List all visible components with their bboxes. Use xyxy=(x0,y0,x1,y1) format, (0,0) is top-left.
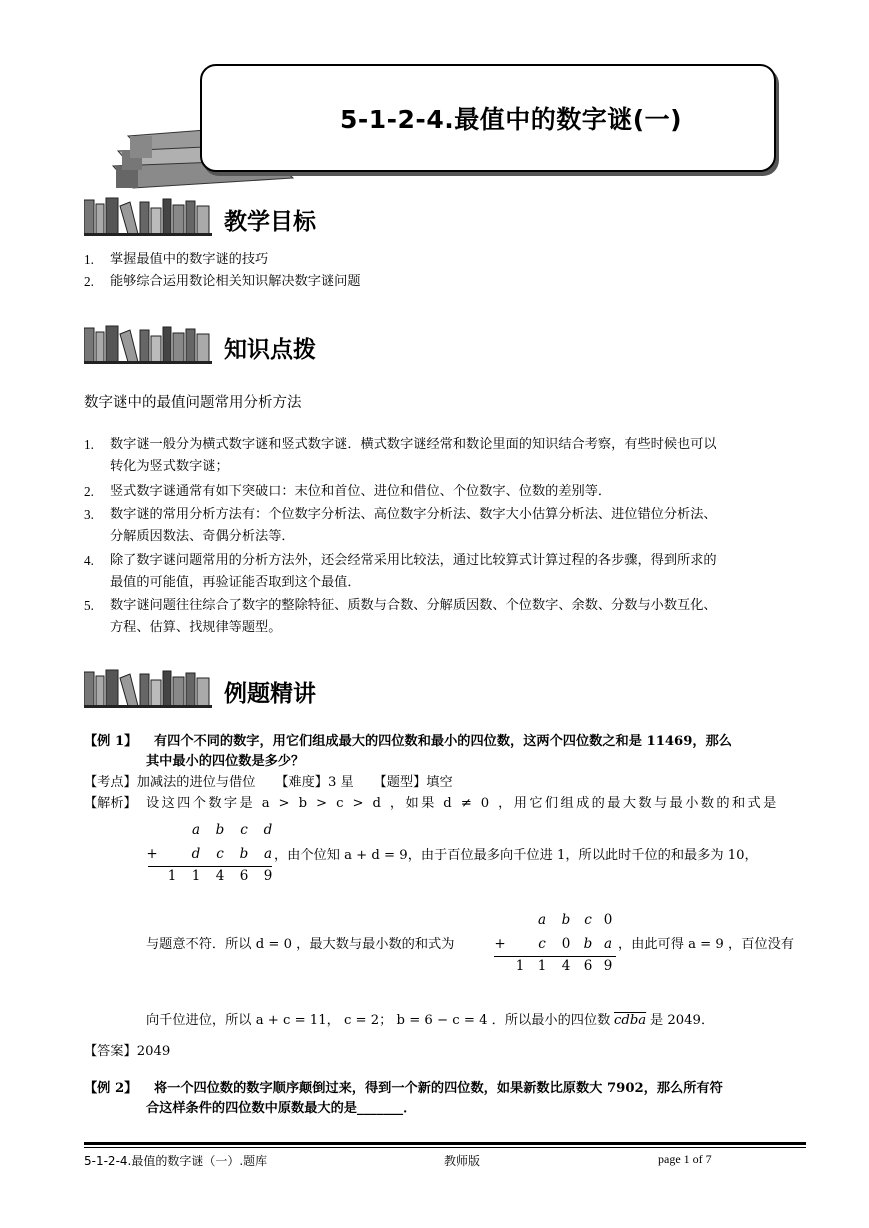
footer-center: 教师版 xyxy=(444,1154,481,1168)
goals-list xyxy=(84,249,804,297)
item-number: 2. xyxy=(84,274,94,289)
digit: 1 xyxy=(515,958,525,974)
digit: 6 xyxy=(239,868,249,884)
bookshelf-icon xyxy=(84,196,212,236)
item-text: 除了数字谜问题常用的分析方法外，还会经常采用比较法，通过比较算式计算过程的各步骤，得到所求的 xyxy=(110,553,717,568)
list-item xyxy=(84,504,809,549)
digit: b xyxy=(215,822,225,838)
list-item xyxy=(84,481,809,503)
item-text: 能够综合运用数论相关知识解决数字谜问题 xyxy=(110,274,361,289)
plus-sign: + xyxy=(146,846,158,862)
digit: d xyxy=(263,822,273,838)
footer-page-number: page 1 of 7 xyxy=(658,1152,712,1166)
digit: 1 xyxy=(191,868,201,884)
overline-number: cdba xyxy=(614,1013,647,1028)
digit: 0 xyxy=(561,936,571,952)
section-title-knowledge: 知识点拨 xyxy=(224,337,316,363)
digit: b xyxy=(583,936,593,952)
page-title: 5-1-2-4.最值中的数字谜(一) xyxy=(340,105,683,134)
item-number: 1. xyxy=(84,437,94,452)
item-text: 数字谜问题往往综合了数字的整除特征、质数与合数、分解质因数、个位数字、余数、分数与小数互化、 xyxy=(110,598,717,613)
item-text-cont: 最值的可能值，再验证能否取到这个最值． xyxy=(110,575,361,590)
item-text: 数字谜一般分为横式数字谜和竖式数字谜．横式数字谜经常和数论里面的知识结合考察，有些时候也可以 xyxy=(110,437,717,452)
analysis-line-4-pre: 向千位进位，所以 a + c = 11， c = 2； b = 6 − c = 4 ．所以最小的四位数 xyxy=(146,1013,611,1028)
item-text: 竖式数字谜通常有如下突破口：末位和首位、进位和借位、个位数字、位数的差别等． xyxy=(110,484,612,499)
analysis-line-3-post: ，由此可得 a = 9 ，百位没有 xyxy=(618,937,794,952)
answer: 【答案】2049 xyxy=(84,1044,171,1059)
digit: 1 xyxy=(167,868,177,884)
digit: b xyxy=(239,846,249,862)
analysis-line-4-post: 是 2049． xyxy=(650,1013,715,1028)
digit: 1 xyxy=(537,958,547,974)
list-item xyxy=(84,434,809,479)
example-label: 【例 2】 xyxy=(84,1081,138,1096)
list-item xyxy=(84,595,809,640)
section-title-examples: 例题精讲 xyxy=(224,681,316,707)
digit: 6 xyxy=(583,958,593,974)
digit: a xyxy=(263,846,273,862)
sum-rule xyxy=(148,866,272,867)
footer-rule xyxy=(84,1142,806,1145)
footer-rule-thin xyxy=(84,1147,806,1148)
digit: a xyxy=(603,936,613,952)
analysis-line-3-pre: 与题意不符．所以 d = 0 ，最大数与最小数的和式为 xyxy=(146,937,455,952)
digit: c xyxy=(538,936,546,952)
list-item xyxy=(84,249,804,271)
example-question-cont: 其中最小的四位数是多少？ xyxy=(146,754,305,769)
vertical-calc-1 xyxy=(144,822,274,888)
digit: b xyxy=(561,912,571,928)
list-item xyxy=(84,550,809,595)
digit: c xyxy=(240,822,248,838)
digit: 9 xyxy=(263,868,273,884)
section-title-goals: 教学目标 xyxy=(224,209,316,235)
bookshelf-icon xyxy=(84,668,212,708)
digit: c xyxy=(216,846,224,862)
analysis-label: 【解析】 xyxy=(84,796,137,811)
vertical-calc-2 xyxy=(492,912,616,978)
digit: d xyxy=(191,846,201,862)
item-number: 4. xyxy=(84,553,94,568)
item-number: 1. xyxy=(84,252,94,267)
sum-rule xyxy=(494,956,616,957)
digit: 0 xyxy=(603,912,613,928)
bookshelf-icon xyxy=(84,324,212,364)
example-question: 将一个四位数的数字顺序颠倒过来，得到一个新的四位数，如果新数比原数大 7902，那么所有符 xyxy=(154,1081,723,1096)
item-text-cont: 分解质因数法、奇偶分析法等． xyxy=(110,529,295,544)
knowledge-intro: 数字谜中的最值问题常用分析方法 xyxy=(84,395,302,411)
digit: a xyxy=(191,822,201,838)
item-text-cont: 转化为竖式数字谜； xyxy=(110,459,229,474)
list-item xyxy=(84,271,804,293)
analysis-line-1: 设这四个数字是 a > b > c > d ，如果 d ≠ 0 ，用它们组成的最大数与最小数的和式是 xyxy=(146,796,779,811)
digit: 9 xyxy=(603,958,613,974)
footer-left: 5-1-2-4.最值的数字谜（一）.题库 xyxy=(84,1154,268,1168)
digit: c xyxy=(584,912,592,928)
item-text: 掌握最值中的数字谜的技巧 xyxy=(110,252,269,267)
example-label: 【例 1】 xyxy=(84,734,138,749)
knowledge-list xyxy=(84,434,809,644)
digit: a xyxy=(537,912,547,928)
item-text: 数字谜的常用分析方法有：个位数字分析法、高位数字分析法、数字大小估算分析法、进位错位分析法、 xyxy=(110,507,717,522)
digit: 4 xyxy=(215,868,225,884)
plus-sign: + xyxy=(494,936,506,952)
item-number: 3. xyxy=(84,507,94,522)
item-text-cont: 方程、估算、找规律等题型。 xyxy=(110,620,282,635)
digit: 4 xyxy=(561,958,571,974)
example-question: 有四个不同的数字，用它们组成最大的四位数和最小的四位数，这两个四位数之和是 11469，那么 xyxy=(154,734,732,749)
analysis-after-calc-1: ，由个位知 a + d = 9，由于百位最多向千位进 1，所以此时千位的和最多为 10， xyxy=(274,848,758,863)
item-number: 2. xyxy=(84,484,94,499)
example-question-cont: 合这样条件的四位数中原数最大的是_______． xyxy=(146,1101,417,1116)
example-meta: 【考点】加减法的进位与借位 【难度】3 星 【题型】填空 xyxy=(84,775,453,790)
item-number: 5. xyxy=(84,598,94,613)
